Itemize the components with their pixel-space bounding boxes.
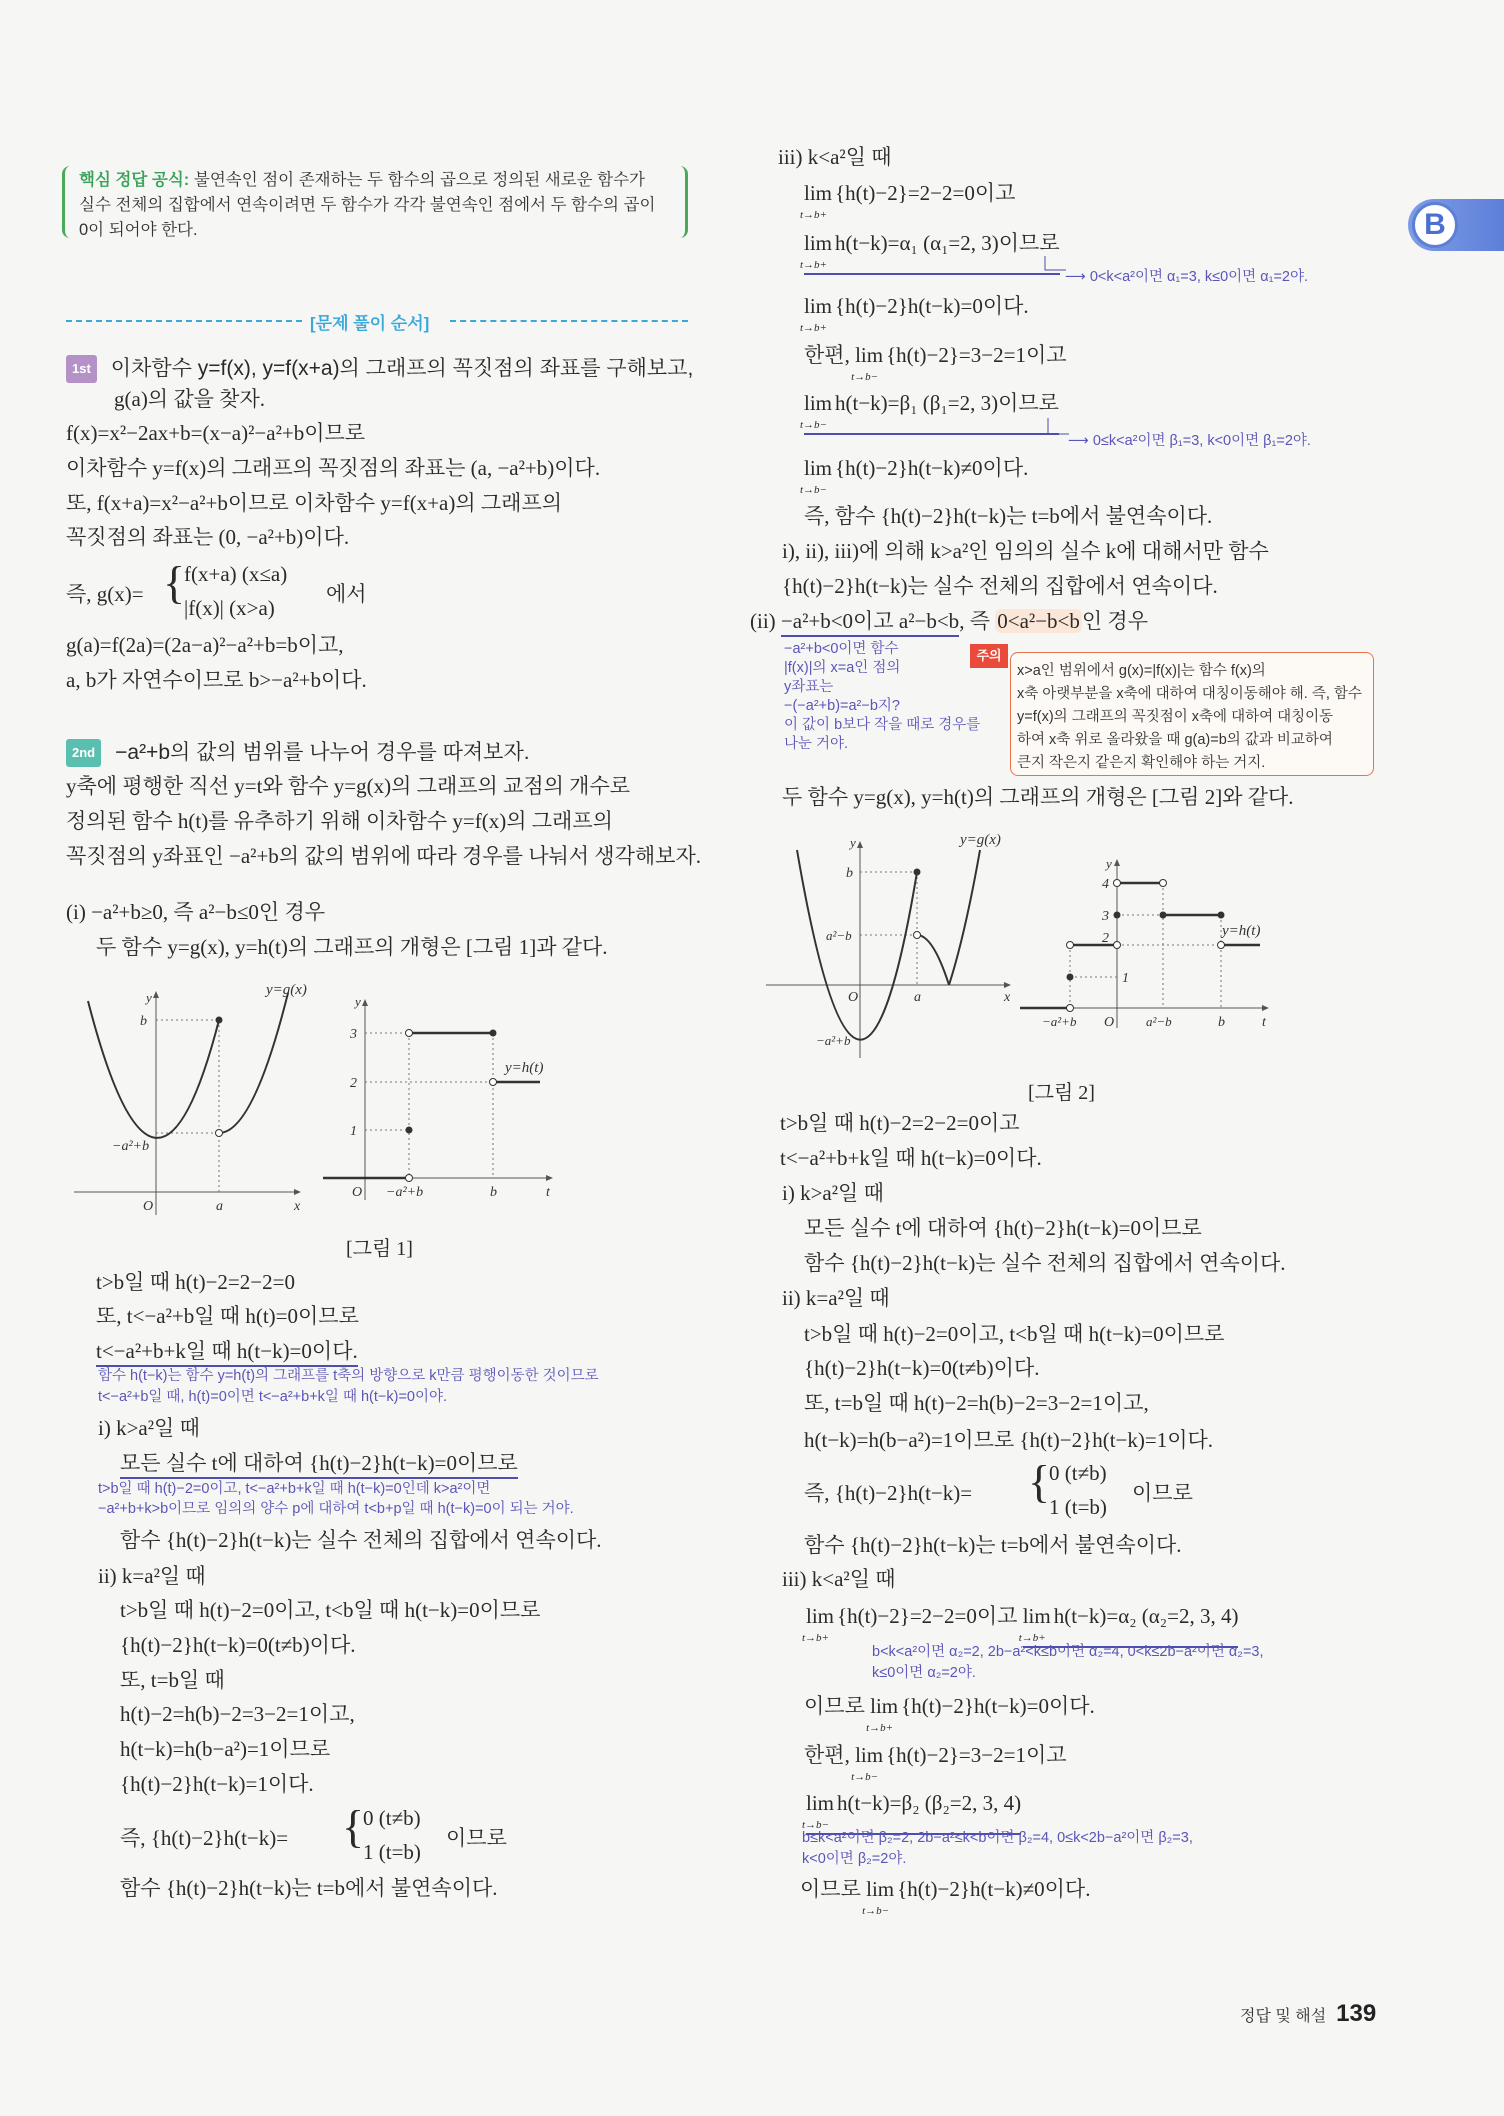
limit-line (802, 1603, 1239, 1644)
text-line: g(a)=f(2a)=(2a−a)²−a²+b=b이고, (66, 633, 344, 657)
text-line (96, 1338, 358, 1364)
axis-label: t (546, 1185, 550, 1200)
lim-sub: t→b+ (866, 1722, 894, 1734)
guide-line (365, 1033, 493, 1178)
annotation-note: t>b일 때 h(t)−2=0이고, t<−a²+b+k일 때 h(t−k)=0인데 k>a²이면 (98, 1481, 491, 1497)
lim: lim (804, 391, 833, 415)
limit-line (800, 1876, 1091, 1917)
warning-text: 큰지 작은지 같은지 확인해야 하는 거지. (1017, 755, 1266, 771)
step-badge: 1st (66, 355, 97, 383)
figure-caption: [그림 1] (346, 1238, 413, 1260)
text-line: 또, t<−a²+b일 때 h(t)=0이므로 (96, 1304, 359, 1328)
key-formula-label: 핵심 정답 공식: (79, 171, 190, 189)
open-point (1114, 942, 1121, 949)
curve-label: y=g(x) (960, 832, 1001, 848)
subcase-title: ii) k=a²일 때 (782, 1286, 890, 1310)
tick-label: 2 (350, 1076, 357, 1091)
lim: lim (804, 231, 833, 255)
text-line: {h(t)−2}h(t−k)=1이다. (120, 1772, 314, 1796)
steps-header (66, 309, 688, 333)
lim: lim (1022, 1604, 1051, 1628)
annotation-note: −(−a²+b)=a²−b지? (784, 698, 900, 714)
text-line: 함수 {h(t)−2}h(t−k)는 실수 전체의 집합에서 연속이다. (804, 1251, 1286, 1275)
text: 인 경우 (1081, 609, 1148, 633)
axis-label: y (146, 990, 152, 1005)
axis-label: x (294, 1199, 301, 1214)
section-tab (1408, 199, 1504, 251)
annotation-note (1068, 432, 1311, 451)
open-point (490, 1079, 497, 1086)
text: {h(t)−2}h(t−k)≠0이다. (897, 1877, 1091, 1901)
annotation-note: y좌표는 (784, 679, 834, 695)
filled-point (406, 1127, 413, 1134)
text: 한편, (804, 1743, 850, 1767)
text-line: 함수 {h(t)−2}h(t−k)는 실수 전체의 집합에서 연속이다. (120, 1528, 602, 1552)
text: {h(t)−2}=2−2=0이고 (835, 181, 1016, 205)
axis-label: y (355, 994, 361, 1009)
g-left-curve (797, 850, 917, 1040)
g-right-curve (949, 850, 980, 985)
text: {h(t)−2}=2−2=0이고 (837, 1604, 1018, 1628)
lim: lim (866, 1877, 895, 1901)
lim: lim (855, 1743, 884, 1767)
annotation-note: −a²+b+k>b이므로 임의의 양수 p에 대하여 t<b+p일 때 h(t−k)=0이 되는 거야. (98, 1501, 574, 1517)
text-line: t>b일 때 h(t)−2=2−2=0이고 (780, 1111, 1020, 1135)
text: {h(t)−2}=3−2=1이고 (886, 343, 1067, 367)
lim-sub: t→b− (851, 371, 879, 383)
text-line: 함수 {h(t)−2}h(t−k)는 t=b에서 불연속이다. (804, 1533, 1182, 1557)
annotation-note: −a²+b<0이면 함수 (784, 641, 899, 657)
section-letter: B (1412, 202, 1458, 248)
limit-line (802, 1790, 1022, 1831)
piecewise-case: 0 (t≠b) (1049, 1461, 1107, 1485)
text: , 즉 (959, 609, 996, 633)
tick-label: b (490, 1185, 497, 1200)
curve-label: y=h(t) (505, 1060, 544, 1076)
warning-text: x축 아랫부분을 x축에 대하여 대칭이동해야 해. 즉, 함수 (1017, 686, 1362, 702)
origin-label: O (143, 1199, 154, 1214)
filled-point (490, 1030, 497, 1037)
piecewise-lhs: 즉, {h(t)−2}h(t−k)= (804, 1481, 973, 1505)
tick-label: 4 (1102, 877, 1109, 892)
tick-label: −a²+b (386, 1185, 424, 1200)
step-badge: 2nd (66, 739, 101, 767)
piecewise-lhs: 즉, {h(t)−2}h(t−k)= (120, 1826, 289, 1850)
text-line: 모든 실수 t에 대하여 {h(t)−2}h(t−k)=0이므로 (804, 1216, 1202, 1240)
tick-label: b (140, 1014, 147, 1029)
text: 이므로 (800, 1877, 861, 1901)
figure1-h-graph (323, 994, 552, 1200)
open-point (1160, 880, 1167, 887)
g-middle-curve (917, 935, 949, 985)
text-line: 정의된 함수 h(t)를 유추하기 위해 이차함수 y=f(x)의 그래프의 (66, 809, 613, 833)
text-line: 두 함수 y=g(x), y=h(t)의 그래프의 개형은 [그림 1]과 같다. (96, 935, 608, 959)
warning-text: x>a인 범위에서 g(x)=|f(x)|는 함수 f(x)의 (1017, 663, 1266, 679)
piecewise-case: f(x+a) (x≤a) (184, 562, 288, 586)
text: {h(t)−2}h(t−k)≠0이다. (835, 456, 1029, 480)
origin-label: O (352, 1185, 363, 1200)
open-point (1067, 1005, 1074, 1012)
text-line (120, 1450, 518, 1476)
filled-point (216, 1017, 223, 1024)
footer-label: 정답 및 해설 (1240, 2008, 1327, 2025)
tick-label: a²−b (826, 928, 852, 943)
case-title: (i) −a²+b≥0, 즉 a²−b≤0인 경우 (66, 900, 326, 924)
warning-tag: 주의 (970, 644, 1008, 668)
lim: lim (804, 294, 833, 318)
tick-label: a²−b (1146, 1014, 1172, 1029)
warning-text: y=f(x)의 그래프의 꼭짓점이 x축에 대하여 대칭이동 (1017, 709, 1334, 725)
annotation-note (1065, 268, 1308, 287)
limit-line (800, 230, 1060, 271)
lim: lim (806, 1791, 835, 1815)
piecewise-rhs: 에서 (326, 582, 367, 606)
limit-line (804, 1742, 1067, 1783)
limit-line (804, 342, 1067, 383)
step1-title (66, 355, 693, 383)
key-formula-text: 불연속인 점이 존재하는 두 함수의 곱으로 정의된 새로운 함수가 (189, 171, 645, 189)
guide-line (156, 1020, 219, 1192)
lim: lim (804, 181, 833, 205)
tick-label: −a²+b (112, 1139, 150, 1154)
annotation-note: t<−a²+b일 때, h(t)=0이면 t<−a²+b+k일 때 h(t−k)=0이야. (98, 1389, 448, 1405)
piecewise-rhs: 이므로 (1132, 1481, 1193, 1505)
step-title-text: 이차함수 y=f(x), y=f(x+a)의 그래프의 꼭짓점의 좌표를 구해보고, (110, 357, 694, 380)
lim-sub: t→b+ (1018, 1632, 1046, 1644)
tick-label: 3 (350, 1027, 357, 1042)
subcase-title: i) k>a²일 때 (782, 1181, 884, 1205)
divider (450, 320, 688, 322)
text-line: 즉, 함수 {h(t)−2}h(t−k)는 t=b에서 불연속이다. (804, 504, 1213, 528)
brace: { (342, 1801, 365, 1852)
text-line: {h(t)−2}h(t−k)=0(t≠b)이다. (804, 1356, 1040, 1380)
text-line: y축에 평행한 직선 y=t와 함수 y=g(x)의 그래프의 교점의 개수로 (66, 774, 631, 798)
open-point (914, 932, 921, 939)
underlined-text (800, 231, 1060, 275)
figure2-g-graph (766, 832, 1011, 1058)
steps-header-label: [문제 풀이 순서] (310, 314, 430, 333)
piecewise-case: 1 (t=b) (363, 1840, 421, 1864)
arrow-icon: ⟶ (1068, 433, 1093, 449)
step-title-text: −a²+b의 값의 범위를 나누어 경우를 따져보자. (115, 741, 530, 764)
lim: lim (855, 343, 884, 367)
filled-point (1218, 912, 1225, 919)
limit-line (800, 180, 1016, 221)
case-title (750, 608, 1148, 634)
figure1-g-graph (74, 982, 307, 1215)
open-point (1067, 942, 1074, 949)
limit-line (800, 390, 1059, 431)
lim: lim (806, 1604, 835, 1628)
brace: { (1028, 1456, 1051, 1507)
key-formula-box (62, 166, 688, 238)
curve-label: y=g(x) (266, 982, 307, 998)
annotation-note: 함수 h(t−k)는 함수 y=h(t)의 그래프를 t축의 방향으로 k만큼 평행이동한 것이므로 (98, 1368, 599, 1384)
limit-line (804, 1693, 1095, 1734)
open-point (1218, 942, 1225, 949)
text-line: 또, t=b일 때 h(t)−2=h(b)−2=3−2=1이고, (804, 1391, 1149, 1415)
underlined-text (1018, 1604, 1239, 1648)
text-line: h(t)−2=h(b)−2=3−2=1이고, (120, 1702, 355, 1726)
origin-label: O (848, 990, 859, 1005)
annotation-note: k≤0이면 α₂=2야. (872, 1665, 976, 1681)
limit-line (800, 455, 1029, 496)
text-line: 꼭짓점의 좌표는 (0, −a²+b)이다. (66, 525, 350, 549)
open-point (1114, 880, 1121, 887)
brace: { (163, 557, 186, 608)
figure-caption: [그림 2] (1028, 1082, 1095, 1104)
text: 이므로 (804, 1694, 865, 1718)
subcase-title: iii) k<a²일 때 (778, 145, 892, 169)
tick-label: b (846, 866, 853, 881)
h-step (1020, 883, 1260, 1008)
warning-box (1010, 652, 1374, 776)
text-line: i), ii), iii)에 의해 k>a²인 임의의 실수 k에 대해서만 함수 (782, 539, 1269, 563)
text: {h(t)−2}h(t−k)=0이다. (835, 294, 1029, 318)
text: {h(t)−2}=3−2=1이고 (886, 1743, 1067, 1767)
h-step (323, 1033, 540, 1178)
tick-label: 3 (1102, 909, 1109, 924)
lim: lim (870, 1694, 899, 1718)
annotation-note: 나눈 거야. (784, 736, 849, 752)
text-line: t>b일 때 h(t)−2=0이고, t<b일 때 h(t−k)=0이므로 (804, 1322, 1225, 1346)
text-line: 꼭짓점의 y좌표인 −a²+b의 값의 범위에 따라 경우를 나눠서 생각해보자. (66, 844, 701, 868)
axis-label: t (1262, 1015, 1266, 1030)
open-point (406, 1030, 413, 1037)
lim-sub: t→b+ (802, 1632, 829, 1644)
text: h(t−k)=α₁ (α₁=2, 3)이므로 (835, 231, 1060, 255)
text-line: 두 함수 y=g(x), y=h(t)의 그래프의 개형은 [그림 2]와 같다. (782, 785, 1294, 809)
tick-label: −a²+b (816, 1033, 851, 1048)
step2-title (66, 739, 530, 767)
page-footer (1240, 2000, 1376, 2028)
lim: lim (804, 456, 833, 480)
step1-title-cont: g(a)의 값을 찾자. (114, 387, 265, 411)
lim-sub: t→b+ (800, 322, 827, 334)
key-formula-text: 실수 전체의 집합에서 연속이려면 두 함수가 각각 불연속인 점에서 두 함수의 곱이 (79, 196, 656, 214)
text-line: {h(t)−2}h(t−k)는 실수 전체의 집합에서 연속이다. (782, 574, 1218, 598)
text-line: h(t−k)=h(b−a²)=1이므로 (120, 1737, 331, 1761)
tick-label: b (1218, 1015, 1225, 1030)
key-formula-text: 0이 되어야 한다. (79, 221, 198, 239)
text-line: a, b가 자연수이므로 b>−a²+b이다. (66, 668, 367, 692)
figure2-h-graph (1020, 856, 1268, 1030)
g-right-curve (219, 993, 288, 1133)
lim-sub: t→b− (851, 1771, 879, 1783)
note-text: 0<k<a²이면 α₁=3, k≤0이면 α₁=2야. (1089, 269, 1309, 285)
text-line: h(t−k)=h(b−a²)=1이므로 {h(t)−2}h(t−k)=1이다. (804, 1428, 1214, 1452)
text-line: 함수 {h(t)−2}h(t−k)는 t=b에서 불연속이다. (120, 1876, 498, 1900)
lim-sub: t→b+ (800, 259, 827, 271)
text-line: t<−a²+b+k일 때 h(t−k)=0이다. (780, 1146, 1042, 1170)
page-number: 139 (1336, 2000, 1377, 2027)
annotation-note: k<0이면 β₂=2야. (802, 1851, 907, 1867)
filled-point (914, 869, 921, 876)
axis-label: y (850, 835, 856, 850)
filled-point (1160, 912, 1167, 919)
piecewise-rhs: 이므로 (446, 1826, 507, 1850)
subcase-title: iii) k<a²일 때 (782, 1567, 896, 1591)
subcase-title: i) k>a²일 때 (98, 1416, 200, 1440)
warning-text: 하여 x축 위로 올라왔을 때 g(a)=b의 값과 비교하여 (1017, 732, 1333, 748)
axis-label: x (1004, 990, 1011, 1005)
text: 한편, (804, 343, 850, 367)
text: h(t−k)=α₂ (α₂=2, 3, 4) (1053, 1604, 1239, 1628)
g-left-curve (88, 1001, 219, 1138)
annotation-note: b<k<a²이면 α₂=2, 2b−a²<k≤b이면 α₂=4, 0<k≤2b−a²이면 α₂=3, (872, 1644, 1264, 1660)
text: h(t−k)=β₂ (β₂=2, 3, 4) (837, 1791, 1022, 1815)
note-text: 0≤k<a²이면 β₁=3, k<0이면 β₁=2야. (1092, 433, 1311, 449)
piecewise-lhs: 즉, g(x)= (66, 582, 144, 606)
lim-sub: t→b− (800, 484, 827, 496)
axis-label: y (1106, 856, 1112, 871)
origin-label: O (1104, 1015, 1115, 1030)
subcase-title: ii) k=a²일 때 (98, 1564, 206, 1588)
tick-label: a (914, 990, 921, 1005)
guide-line (1070, 883, 1221, 1008)
text-line: t>b일 때 h(t)−2=0이고, t<b일 때 h(t−k)=0이므로 (120, 1598, 541, 1622)
text-line: t>b일 때 h(t)−2=2−2=0 (96, 1270, 295, 1294)
text: h(t−k)=β₁ (β₁=2, 3)이므로 (835, 391, 1059, 415)
underlined-text: −a²+b<0이고 a²−b<b (781, 609, 959, 637)
annotation-note: |f(x)|의 x=a인 점의 (784, 660, 901, 676)
text-line: 또, t=b일 때 (120, 1668, 225, 1692)
divider (66, 320, 302, 322)
tick-label: 2 (1102, 931, 1109, 946)
text-line: f(x)=x²−2ax+b=(x−a)²−a²+b이므로 (66, 421, 366, 445)
open-point (406, 1175, 413, 1182)
tick-label: a (216, 1199, 223, 1214)
text: (ii) (750, 609, 781, 633)
piecewise-case: 0 (t≠b) (363, 1806, 421, 1830)
tick-label: −a²+b (1042, 1014, 1077, 1029)
lim-sub: t→b− (802, 1819, 829, 1831)
text-line: 또, f(x+a)=x²−a²+b이므로 이차함수 y=f(x+a)의 그래프의 (66, 491, 563, 515)
lim-sub: t→b− (800, 419, 827, 431)
underlined-text: t<−a²+b+k일 때 h(t−k)=0이다. (96, 1339, 358, 1367)
annotation-note: 이 값이 b보다 작을 때로 경우를 (784, 717, 981, 733)
lim-sub: t→b− (862, 1905, 890, 1917)
arrow-icon: ⟶ (1065, 269, 1090, 285)
highlighted-text: 0<a²−b<b (997, 609, 1080, 633)
curve-label: y=h(t) (1222, 923, 1261, 939)
piecewise-case: 1 (t=b) (1049, 1495, 1107, 1519)
tick-label: 1 (1122, 971, 1129, 986)
limit-line (800, 293, 1029, 334)
tick-label: 1 (350, 1124, 357, 1139)
text-line: {h(t)−2}h(t−k)=0(t≠b)이다. (120, 1633, 356, 1657)
underlined-text (800, 391, 1059, 435)
lim-sub: t→b+ (800, 209, 827, 221)
underlined-text: 모든 실수 t에 대하여 {h(t)−2}h(t−k)=0이므로 (120, 1451, 518, 1479)
text-line: 이차함수 y=f(x)의 그래프의 꼭짓점의 좌표는 (a, −a²+b)이다. (66, 456, 601, 480)
filled-point (1114, 912, 1121, 919)
annotation-note: b≤k<a²이면 β₂=2, 2b−a²≤k<b이면 β₂=4, 0≤k<2b−a²이면 β₂=3, (802, 1830, 1193, 1846)
filled-point (1067, 974, 1074, 981)
text: {h(t)−2}h(t−k)=0이다. (901, 1694, 1095, 1718)
piecewise-case: |f(x)| (x>a) (184, 596, 275, 620)
guide-line (860, 872, 917, 985)
open-point (216, 1130, 223, 1137)
